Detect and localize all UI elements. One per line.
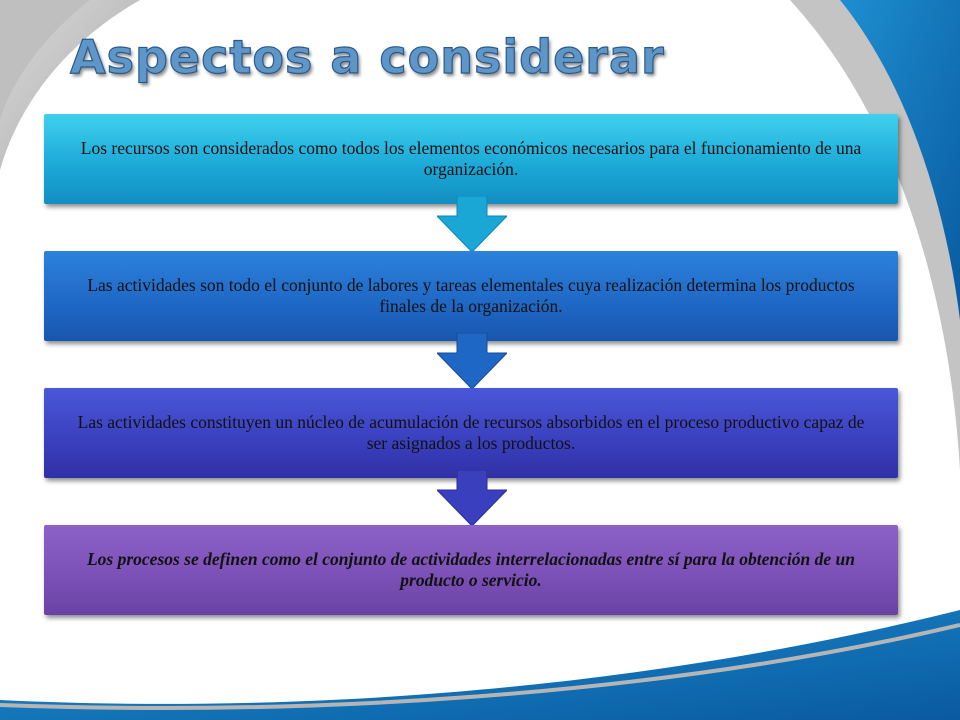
bottom-wave-blue — [0, 610, 960, 720]
down-arrow-icon — [437, 470, 507, 526]
process-step-text-3: Las actividades constituyen un núcleo de acumulación de recursos absorbidos en el proceso productivo capaz de ser asignados a los productos. — [77, 412, 865, 453]
process-step-box-1 — [44, 114, 898, 204]
process-step-box-3 — [44, 388, 898, 478]
process-step-text-1: Los recursos son considerados como todos los elementos económicos necesarios para el funcionamiento de una organización. — [80, 138, 862, 179]
process-step-text-2: Las actividades son todo el conjunto de labores y tareas elementales cuya realización determina los productos finales de la organización. — [87, 275, 855, 316]
down-arrow-icon — [437, 196, 507, 252]
process-step-box-2 — [44, 251, 898, 341]
slide-title: Aspectos a considerar — [70, 30, 665, 84]
process-step-text-4: Los procesos se definen como el conjunto de actividades interrelacionadas entre sí para la obtención de un producto o servicio. — [86, 549, 856, 590]
down-arrow-icon — [437, 333, 507, 389]
process-step-box-4 — [44, 525, 898, 615]
